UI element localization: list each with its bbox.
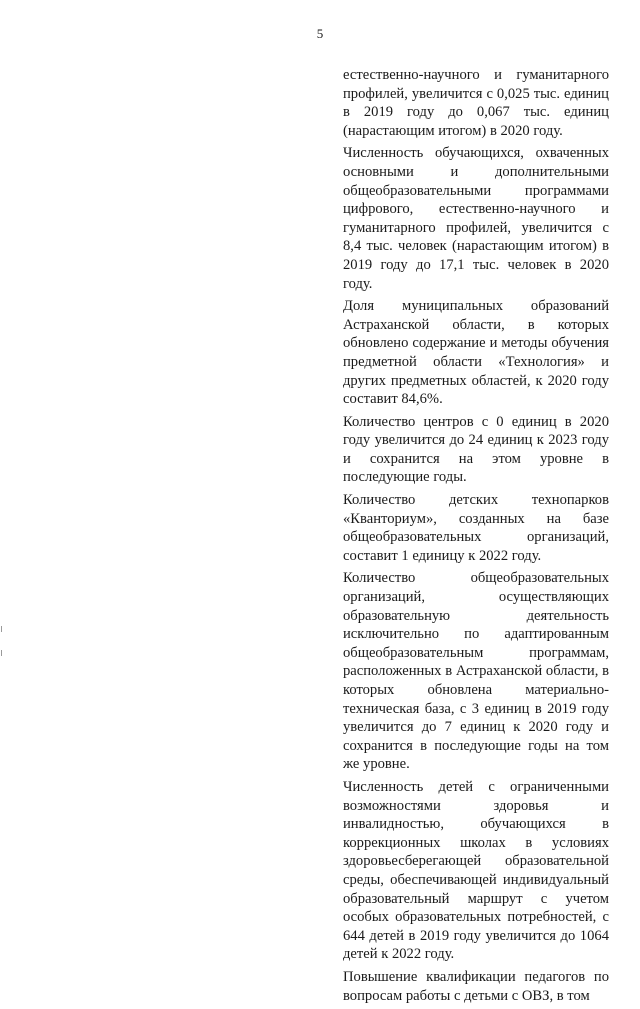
paragraph-6: Количество общеобразовательных организаций, осуществляющих образовательную деятельность исключительно по адаптированным общеобразовательным программам, расположенных в Астраханской области, в которых обновлена материально-техническая база, с 3 единиц в 2019 году увеличится до 7 единиц к 2020 году и сохранится в последующие годы на том же уровне. — [343, 570, 609, 773]
paragraph-5: Количество детских технопарков «Кванториум», созданных на базе общеобразовательных организаций, составит 1 единицу к 2022 году. — [343, 492, 609, 564]
paragraph-2: Численность обучающихся, охваченных основными и дополнительными общеобразовательными программами цифрового, естественно-научного и гуманитарного профилей, увеличится с 8,4 тыс. человек (нарастающим итогом) в 2019 году до 17,1 тыс. человек в 2020 году. — [343, 145, 609, 292]
paragraph-8: Повышение квалификации педагогов по вопросам работы с детьми с ОВЗ, в том — [343, 968, 609, 1004]
paragraph-1: естественно-научного и гуманитарного профилей, увеличится с 0,025 тыс. единиц в 2019 году до 0,067 тыс. единиц (нарастающим итогом) в 2020 году. — [343, 67, 609, 139]
paragraph-7: Численность детей с ограниченными возможностями здоровья и инвалидностью, обучающихся в коррекционных школах в условиях здоровьесберегающей образовательной среды, обеспечивающей индивидуальный образовательный маршрут с учетом особых образовательных потребностей, с 644 детей в 2019 году увеличится до 1064 детей к 2022 году. — [343, 778, 609, 963]
scan-margin-mark — [1, 650, 2, 656]
text-column — [343, 66, 609, 1009]
paragraph-3: Доля муниципальных образований Астраханской области, в которых обновлено содержание и методы обучения предметной области «Технология» и других предметных областей, к 2020 году составит 84,6%. — [343, 298, 609, 408]
scan-margin-mark — [1, 626, 2, 632]
paragraph-4: Количество центров с 0 единиц в 2020 году увеличится до 24 единиц к 2023 году и сохранится на этом уровне в последующие годы. — [343, 413, 609, 486]
page-number: 5 — [316, 26, 324, 41]
